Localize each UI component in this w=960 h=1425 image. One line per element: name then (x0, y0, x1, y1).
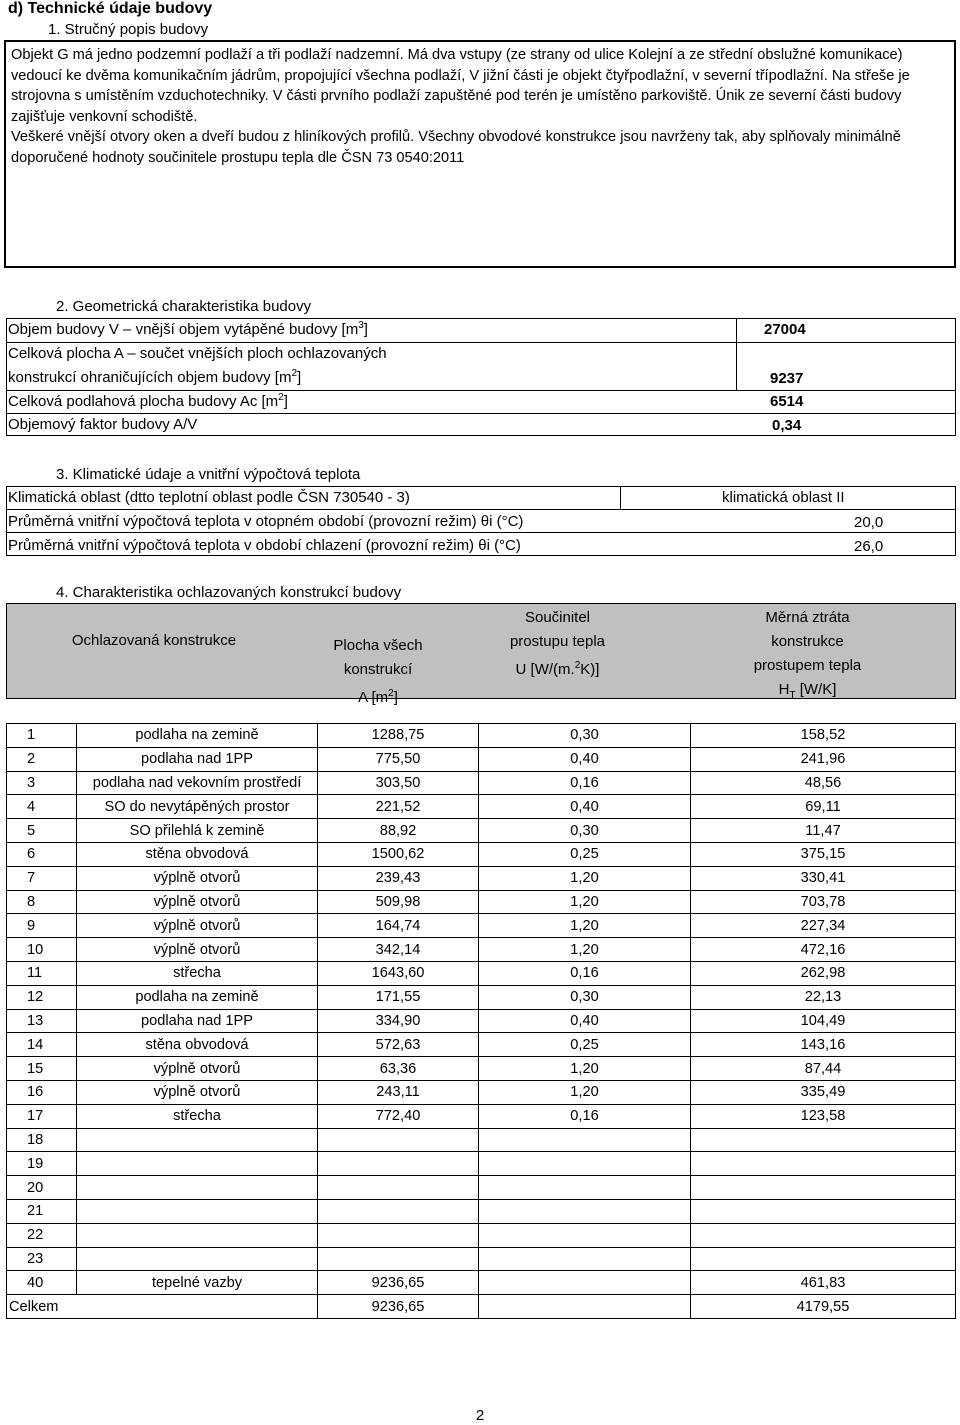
area-value (318, 1128, 479, 1152)
table-row (7, 1223, 956, 1247)
row-number: 13 (7, 1009, 77, 1033)
row-number: 20 (7, 1176, 77, 1200)
document-title: d) Technické údaje budovy (8, 0, 213, 17)
heat-loss-value: 22,13 (691, 985, 956, 1009)
construction-name (77, 1152, 318, 1176)
total-area: 9236,65 (318, 1295, 479, 1319)
row-number: 22 (7, 1223, 77, 1247)
row-number: 2 (7, 747, 77, 771)
cooling-temp-label: Průměrná vnitřní výpočtová teplota v období chlazení (provozní režim) θi (°C) (8, 537, 521, 554)
u-value (479, 1176, 691, 1200)
floor-area-value: 6514 (770, 393, 804, 410)
u-value (479, 1271, 691, 1295)
area-value: 9236,65 (318, 1271, 479, 1295)
area-value: 164,74 (318, 914, 479, 938)
area-value: 88,92 (318, 819, 479, 843)
construction-name: podlaha nad vekovním prostředí (77, 771, 318, 795)
table-row (7, 842, 956, 866)
row-number: 15 (7, 1057, 77, 1081)
u-value: 0,25 (479, 1033, 691, 1057)
construction-name: výplně otvorů (77, 914, 318, 938)
table-row (7, 724, 956, 748)
row-number: 16 (7, 1080, 77, 1104)
table-row (7, 747, 956, 771)
area-value: 171,55 (318, 985, 479, 1009)
construction-name (77, 1247, 318, 1271)
table-row (7, 1104, 956, 1128)
table-row (7, 961, 956, 985)
construction-name: výplně otvorů (77, 938, 318, 962)
u-value (479, 1128, 691, 1152)
description-paragraph-2: Veškeré vnější otvory oken a dveří budou z hliníkových profilů. Všechny obvodové konstrukce jsou navrženy tak, aby splňovaly minimálně doporučené hodnoty součinitele prostupu tepla dle ČSN 73 0540:2011 (11, 129, 901, 166)
heat-loss-value: 375,15 (691, 842, 956, 866)
heat-loss-value: 703,78 (691, 890, 956, 914)
constructions-table (6, 723, 956, 1319)
section2-heading: 2. Geometrická charakteristika budovy (56, 298, 312, 315)
table-row (7, 938, 956, 962)
construction-name: podlaha na zemině (77, 724, 318, 748)
row-number: 7 (7, 866, 77, 890)
u-value: 1,20 (479, 914, 691, 938)
row-number: 17 (7, 1104, 77, 1128)
area-value: 1288,75 (318, 724, 479, 748)
table-row (7, 1247, 956, 1271)
u-value: 0,30 (479, 724, 691, 748)
heat-loss-value: 330,41 (691, 866, 956, 890)
heat-loss-value: 227,34 (691, 914, 956, 938)
volume-value: 27004 (764, 321, 806, 338)
u-value (479, 1223, 691, 1247)
u-value: 0,40 (479, 795, 691, 819)
u-value: 1,20 (479, 938, 691, 962)
description-paragraph-1: Objekt G má jedno podzemní podlaží a tři podlaží nadzemní. Má dva vstupy (ze strany od ulice Kolejní a ze střední obslužné komunikace) vedoucí ke dvěma komunikačním jádrům, propojující všechna podlaží, V jižní části je objekt čtyřpodlažní, v severní třípodlažní. Na střeše je strojovna s umístěním vzduchotechniky. V části prvního podlaží zapuštěné pod terén je umístěno parkoviště. Únik ze severní části budovy zajišťuje venkovní schodiště. (11, 47, 910, 125)
total-u-empty (479, 1295, 691, 1319)
table-row (7, 1057, 956, 1081)
row-number: 18 (7, 1128, 77, 1152)
construction-name: podlaha na zemině (77, 985, 318, 1009)
u-value: 1,20 (479, 1057, 691, 1081)
table-row (7, 795, 956, 819)
description-box (4, 40, 956, 268)
table-row (7, 1128, 956, 1152)
area-value (318, 1199, 479, 1223)
heat-loss-value: 472,16 (691, 938, 956, 962)
heat-loss-value: 11,47 (691, 819, 956, 843)
area-value: 243,11 (318, 1080, 479, 1104)
heat-loss-value (691, 1152, 956, 1176)
volume-label: Objem budovy V – vnější objem vytápěné budovy $[m^3]$ (8, 320, 368, 338)
row-number: 9 (7, 914, 77, 938)
area-value: 775,50 (318, 747, 479, 771)
u-value: 0,30 (479, 819, 691, 843)
construction-name: podlaha nad 1PP (77, 747, 318, 771)
table-row (7, 866, 956, 890)
heat-loss-value (691, 1176, 956, 1200)
heating-temp-value: 20,0 (854, 514, 884, 531)
header-construction: Ochlazovaná konstrukce (71, 632, 237, 649)
table-row (7, 1176, 956, 1200)
area-value: 1500,62 (318, 842, 479, 866)
heat-loss-value (691, 1199, 956, 1223)
row-number: 3 (7, 771, 77, 795)
heat-loss-value: 143,16 (691, 1033, 956, 1057)
row-number: 12 (7, 985, 77, 1009)
area-value (318, 1152, 479, 1176)
row-number: 8 (7, 890, 77, 914)
construction-name: výplně otvorů (77, 1057, 318, 1081)
table-row (7, 1080, 956, 1104)
table-row (7, 1152, 956, 1176)
construction-name: SO do nevytápěných prostor (77, 795, 318, 819)
heat-loss-value (691, 1223, 956, 1247)
row-number: 14 (7, 1033, 77, 1057)
heat-loss-value (691, 1128, 956, 1152)
construction-name: výplně otvorů (77, 1080, 318, 1104)
construction-name: výplně otvorů (77, 866, 318, 890)
row-number: 4 (7, 795, 77, 819)
table-row (7, 890, 956, 914)
u-value (479, 1152, 691, 1176)
table-row (7, 1009, 956, 1033)
row-number: 10 (7, 938, 77, 962)
area-value: 9237 (770, 370, 804, 387)
header-heat-loss: Měrná ztráta konstrukce prostupem tepla $H_T$ [W/K] (753, 609, 862, 701)
table-row (7, 1271, 956, 1295)
table-row (7, 1033, 956, 1057)
area-value: 221,52 (318, 795, 479, 819)
floor-area-label: Celková podlahová plocha budovy Ac $[m^2]$ (8, 392, 288, 410)
area-value: 239,43 (318, 866, 479, 890)
row-number: 6 (7, 842, 77, 866)
u-value: 0,16 (479, 961, 691, 985)
u-value: 1,20 (479, 890, 691, 914)
area-value (318, 1247, 479, 1271)
page-number: 2 (475, 1407, 485, 1424)
u-value: 0,25 (479, 842, 691, 866)
total-heat-loss: 4179,55 (691, 1295, 956, 1319)
area-value: 63,36 (318, 1057, 479, 1081)
construction-name (77, 1176, 318, 1200)
heat-loss-value: 104,49 (691, 1009, 956, 1033)
u-value (479, 1247, 691, 1271)
volume-factor-label: Objemový faktor budovy A/V (8, 416, 198, 433)
heat-loss-value: 461,83 (691, 1271, 956, 1295)
area-value (318, 1223, 479, 1247)
construction-name: stěna obvodová (77, 842, 318, 866)
area-label-line2: konstrukcí ohraničujících objem budovy $[m^2]$ (8, 368, 302, 386)
constructions-table-header (6, 603, 956, 706)
row-number: 21 (7, 1199, 77, 1223)
row-number: 1 (7, 724, 77, 748)
area-value: 509,98 (318, 890, 479, 914)
construction-name (77, 1128, 318, 1152)
section4-heading: 4. Charakteristika ochlazovaných konstrukcí budovy (56, 584, 402, 601)
table-row (7, 771, 956, 795)
u-value: 1,20 (479, 866, 691, 890)
construction-name: stěna obvodová (77, 1033, 318, 1057)
area-value: 1643,60 (318, 961, 479, 985)
construction-name: střecha (77, 961, 318, 985)
row-number: 5 (7, 819, 77, 843)
table-row (7, 1199, 956, 1223)
row-number: 11 (7, 961, 77, 985)
row-number: 19 (7, 1152, 77, 1176)
heating-temp-label: Průměrná vnitřní výpočtová teplota v otopném období (provozní režim) θi (°C) (8, 513, 524, 530)
total-row (7, 1295, 956, 1319)
area-value: 334,90 (318, 1009, 479, 1033)
area-value: 572,63 (318, 1033, 479, 1057)
heat-loss-value (691, 1247, 956, 1271)
heat-loss-value: 48,56 (691, 771, 956, 795)
construction-name: tepelné vazby (77, 1271, 318, 1295)
area-value: 342,14 (318, 938, 479, 962)
u-value: 0,16 (479, 1104, 691, 1128)
area-value: 772,40 (318, 1104, 479, 1128)
construction-name: podlaha nad 1PP (77, 1009, 318, 1033)
area-value (318, 1176, 479, 1200)
climate-zone-label: Klimatická oblast (dtto teplotní oblast podle ČSN 730540 - 3) (8, 489, 410, 506)
header-area: Plocha všech konstrukcí A $[m^2]$ (333, 637, 423, 706)
u-value: 0,30 (479, 985, 691, 1009)
u-value: 0,16 (479, 771, 691, 795)
table-row (7, 985, 956, 1009)
u-value: 0,40 (479, 1009, 691, 1033)
heat-loss-value: 69,11 (691, 795, 956, 819)
u-value: 0,40 (479, 747, 691, 771)
construction-name: střecha (77, 1104, 318, 1128)
construction-name (77, 1223, 318, 1247)
row-number: 23 (7, 1247, 77, 1271)
heat-loss-value: 262,98 (691, 961, 956, 985)
total-label: Celkem (7, 1295, 318, 1319)
climate-zone-value: klimatická oblast II (722, 489, 845, 506)
area-label-line1: Celková plocha A – součet vnějších ploch ochlazovaných (8, 345, 387, 362)
section3-heading: 3. Klimatické údaje a vnitřní výpočtová teplota (56, 466, 361, 483)
section1-heading: 1. Stručný popis budovy (48, 21, 209, 38)
construction-name (77, 1199, 318, 1223)
area-value: 303,50 (318, 771, 479, 795)
header-u-value: Součinitel prostupu tepla U [W/(m.$^2$K)] (509, 609, 606, 678)
heat-loss-value: 158,52 (691, 724, 956, 748)
heat-loss-value: 87,44 (691, 1057, 956, 1081)
construction-name: výplně otvorů (77, 890, 318, 914)
construction-name: SO přilehlá k zemině (77, 819, 318, 843)
volume-factor-value: 0,34 (772, 417, 802, 434)
table-row (7, 914, 956, 938)
cooling-temp-value: 26,0 (854, 538, 884, 555)
table-row (7, 819, 956, 843)
heat-loss-value: 335,49 (691, 1080, 956, 1104)
row-number: 40 (7, 1271, 77, 1295)
heat-loss-value: 241,96 (691, 747, 956, 771)
u-value (479, 1199, 691, 1223)
heat-loss-value: 123,58 (691, 1104, 956, 1128)
u-value: 1,20 (479, 1080, 691, 1104)
